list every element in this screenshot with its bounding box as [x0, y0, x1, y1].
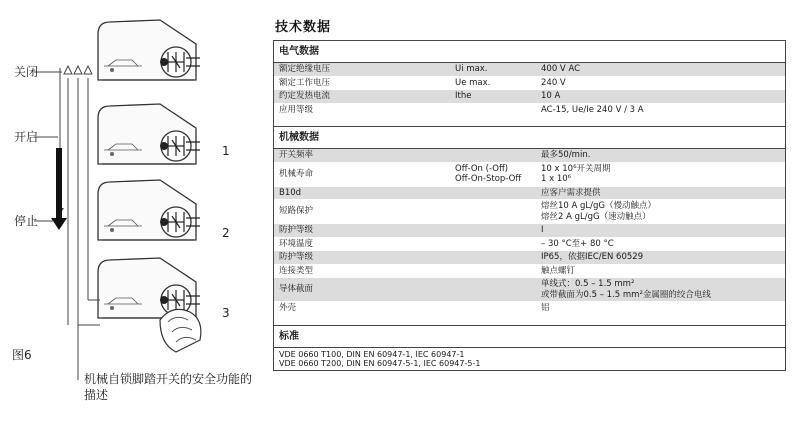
spec-symbol: [455, 90, 541, 103]
spec-value: [541, 187, 785, 200]
mechanical-row: [274, 278, 785, 302]
spec-symbol-line: Off-On-Stop-Off: [455, 174, 522, 184]
spec-symbol: [455, 238, 541, 251]
spec-value: [541, 149, 785, 162]
spec-value-line: 熔丝10 A gL/gG（慢动触点）: [541, 201, 657, 211]
spec-symbol: [455, 149, 541, 162]
spec-value-line: 240 V: [541, 77, 566, 88]
spec-name: [274, 77, 455, 90]
spec-symbol: [455, 302, 541, 315]
section-divider: [274, 117, 785, 127]
mechanical-data-rows: [274, 149, 785, 316]
spec-value-line: 1 x 10⁶: [541, 174, 572, 184]
spec-name: [274, 149, 455, 162]
mechanical-row: [274, 224, 785, 238]
spec-symbol: [455, 224, 541, 237]
mechanical-row: [274, 265, 785, 279]
mechanical-row: [274, 302, 785, 316]
electrical-row: [274, 77, 785, 91]
spec-value-line: 应客户需求提供: [541, 187, 601, 198]
spec-symbol: [455, 163, 541, 186]
spec-name: [274, 278, 455, 301]
spec-value: [541, 238, 785, 251]
spec-symbol-line: Off-On (-Off): [455, 163, 509, 174]
mechanical-row: [274, 149, 785, 163]
figure-number: 图6: [12, 348, 32, 362]
spec-symbol: [455, 278, 541, 301]
spec-name: [274, 200, 455, 223]
spec-name: [274, 104, 455, 117]
mechanical-row: [274, 163, 785, 187]
spec-name: [274, 224, 455, 237]
spec-name-line: 连接类型: [279, 265, 314, 276]
spec-name-line: 机械寿命: [279, 168, 314, 179]
spec-name: [274, 238, 455, 251]
spec-symbol: [455, 187, 541, 200]
spec-name-line: 外壳: [279, 303, 297, 313]
spec-value-line: 铝: [541, 303, 550, 313]
spec-name-line: 短路保护: [279, 206, 314, 217]
spec-value-line: AC-15, Ue/Ie 240 V / 3 A: [541, 104, 644, 115]
mechanical-row: [274, 187, 785, 201]
spec-symbol-line: Ue max.: [455, 77, 491, 88]
spec-name-line: 开关频率: [279, 150, 314, 160]
spec-name: [274, 163, 455, 186]
spec-value: [541, 77, 785, 90]
electrical-data-heading: 电气数据: [274, 41, 785, 63]
standard-line: VDE 0660 T100, DIN EN 60947-1, IEC 60947-1: [279, 349, 465, 359]
spec-value-line: 400 V AC: [541, 64, 581, 74]
electrical-row: [274, 104, 785, 118]
spec-symbol: [455, 77, 541, 90]
spec-name: [274, 90, 455, 103]
figure-caption: 机械自锁脚踏开关的安全功能的描述: [84, 372, 253, 402]
spec-name-line: B10d: [279, 187, 302, 198]
electrical-row: [274, 90, 785, 104]
spec-value-line: 10 x 10⁶开关周期: [541, 163, 611, 174]
spec-value-line: I: [541, 225, 544, 235]
spec-name-line: 应用等级: [279, 104, 314, 115]
spec-value-line: 最多50/min.: [541, 150, 591, 160]
spec-value: [541, 224, 785, 237]
spec-value: [541, 265, 785, 278]
mechanical-row: [274, 238, 785, 252]
step-number-3: 3: [222, 306, 230, 320]
spec-value: [541, 278, 785, 301]
spec-name: [274, 251, 455, 264]
spec-name: [274, 265, 455, 278]
spec-value-line: 或带截面为0.5 – 1.5 mm²金属圈的绞合电线: [541, 289, 711, 300]
mechanical-row: [274, 200, 785, 224]
spec-name-line: 防护等级: [279, 252, 314, 262]
spec-name-line: 额定工作电压: [279, 77, 331, 88]
spec-name: [274, 63, 455, 76]
spec-symbol: [455, 265, 541, 278]
spec-name-line: 环境温度: [279, 238, 314, 249]
spec-value: [541, 302, 785, 315]
spec-value: [541, 251, 785, 264]
section-divider: [274, 316, 785, 326]
standards-heading: 标准: [274, 326, 785, 348]
technical-data-panel: [273, 16, 786, 371]
technical-data-title: 技术数据: [275, 20, 332, 35]
spec-value: [541, 90, 785, 103]
spec-value: [541, 163, 785, 186]
spec-name-line: 额定绝缘电压: [279, 64, 331, 74]
label-stop: 停止: [14, 214, 39, 228]
spec-symbol: [455, 63, 541, 76]
standard-line: VDE 0660 T200, DIN EN 60947-5-1, IEC 60947-5-1: [279, 358, 481, 368]
spec-symbol: [455, 200, 541, 223]
foot-switch-illustration: [0, 0, 265, 425]
spec-name-line: 防护等级: [279, 225, 314, 235]
spec-value: [541, 104, 785, 117]
spec-value: [541, 63, 785, 76]
spec-symbol: [455, 251, 541, 264]
spec-value-line: 10 A: [541, 91, 561, 101]
spec-value: [541, 200, 785, 223]
technical-data-table: [273, 40, 786, 371]
spec-value-line: 单线式：0.5 – 1.5 mm²: [541, 279, 635, 289]
spec-value-line: IP65，依据IEC/EN 60529: [541, 252, 644, 262]
standards-list: [274, 348, 785, 370]
electrical-row: [274, 63, 785, 77]
step-number-1: 1: [222, 144, 230, 158]
mechanical-row: [274, 251, 785, 265]
mechanical-data-heading: 机械数据: [274, 127, 785, 149]
spec-symbol: [455, 104, 541, 117]
spec-value-line: – 30 °C至+ 80 °C: [541, 238, 614, 249]
label-open: 开启: [14, 130, 39, 144]
spec-name: [274, 187, 455, 200]
electrical-data-rows: [274, 63, 785, 117]
spec-name: [274, 302, 455, 315]
spec-value-line: 熔丝2 A gL/gG（速动触点）: [541, 211, 651, 222]
spec-symbol-line: Ui max.: [455, 64, 488, 74]
spec-symbol-line: Ithe: [455, 91, 472, 101]
spec-name-line: 约定发热电流: [279, 91, 331, 101]
step-number-2: 2: [222, 226, 230, 240]
safety-function-figure: [0, 0, 265, 425]
label-close: 关闭: [14, 65, 39, 79]
spec-value-line: 触点螺钉: [541, 265, 576, 276]
spec-name-line: 导体截面: [279, 284, 314, 295]
